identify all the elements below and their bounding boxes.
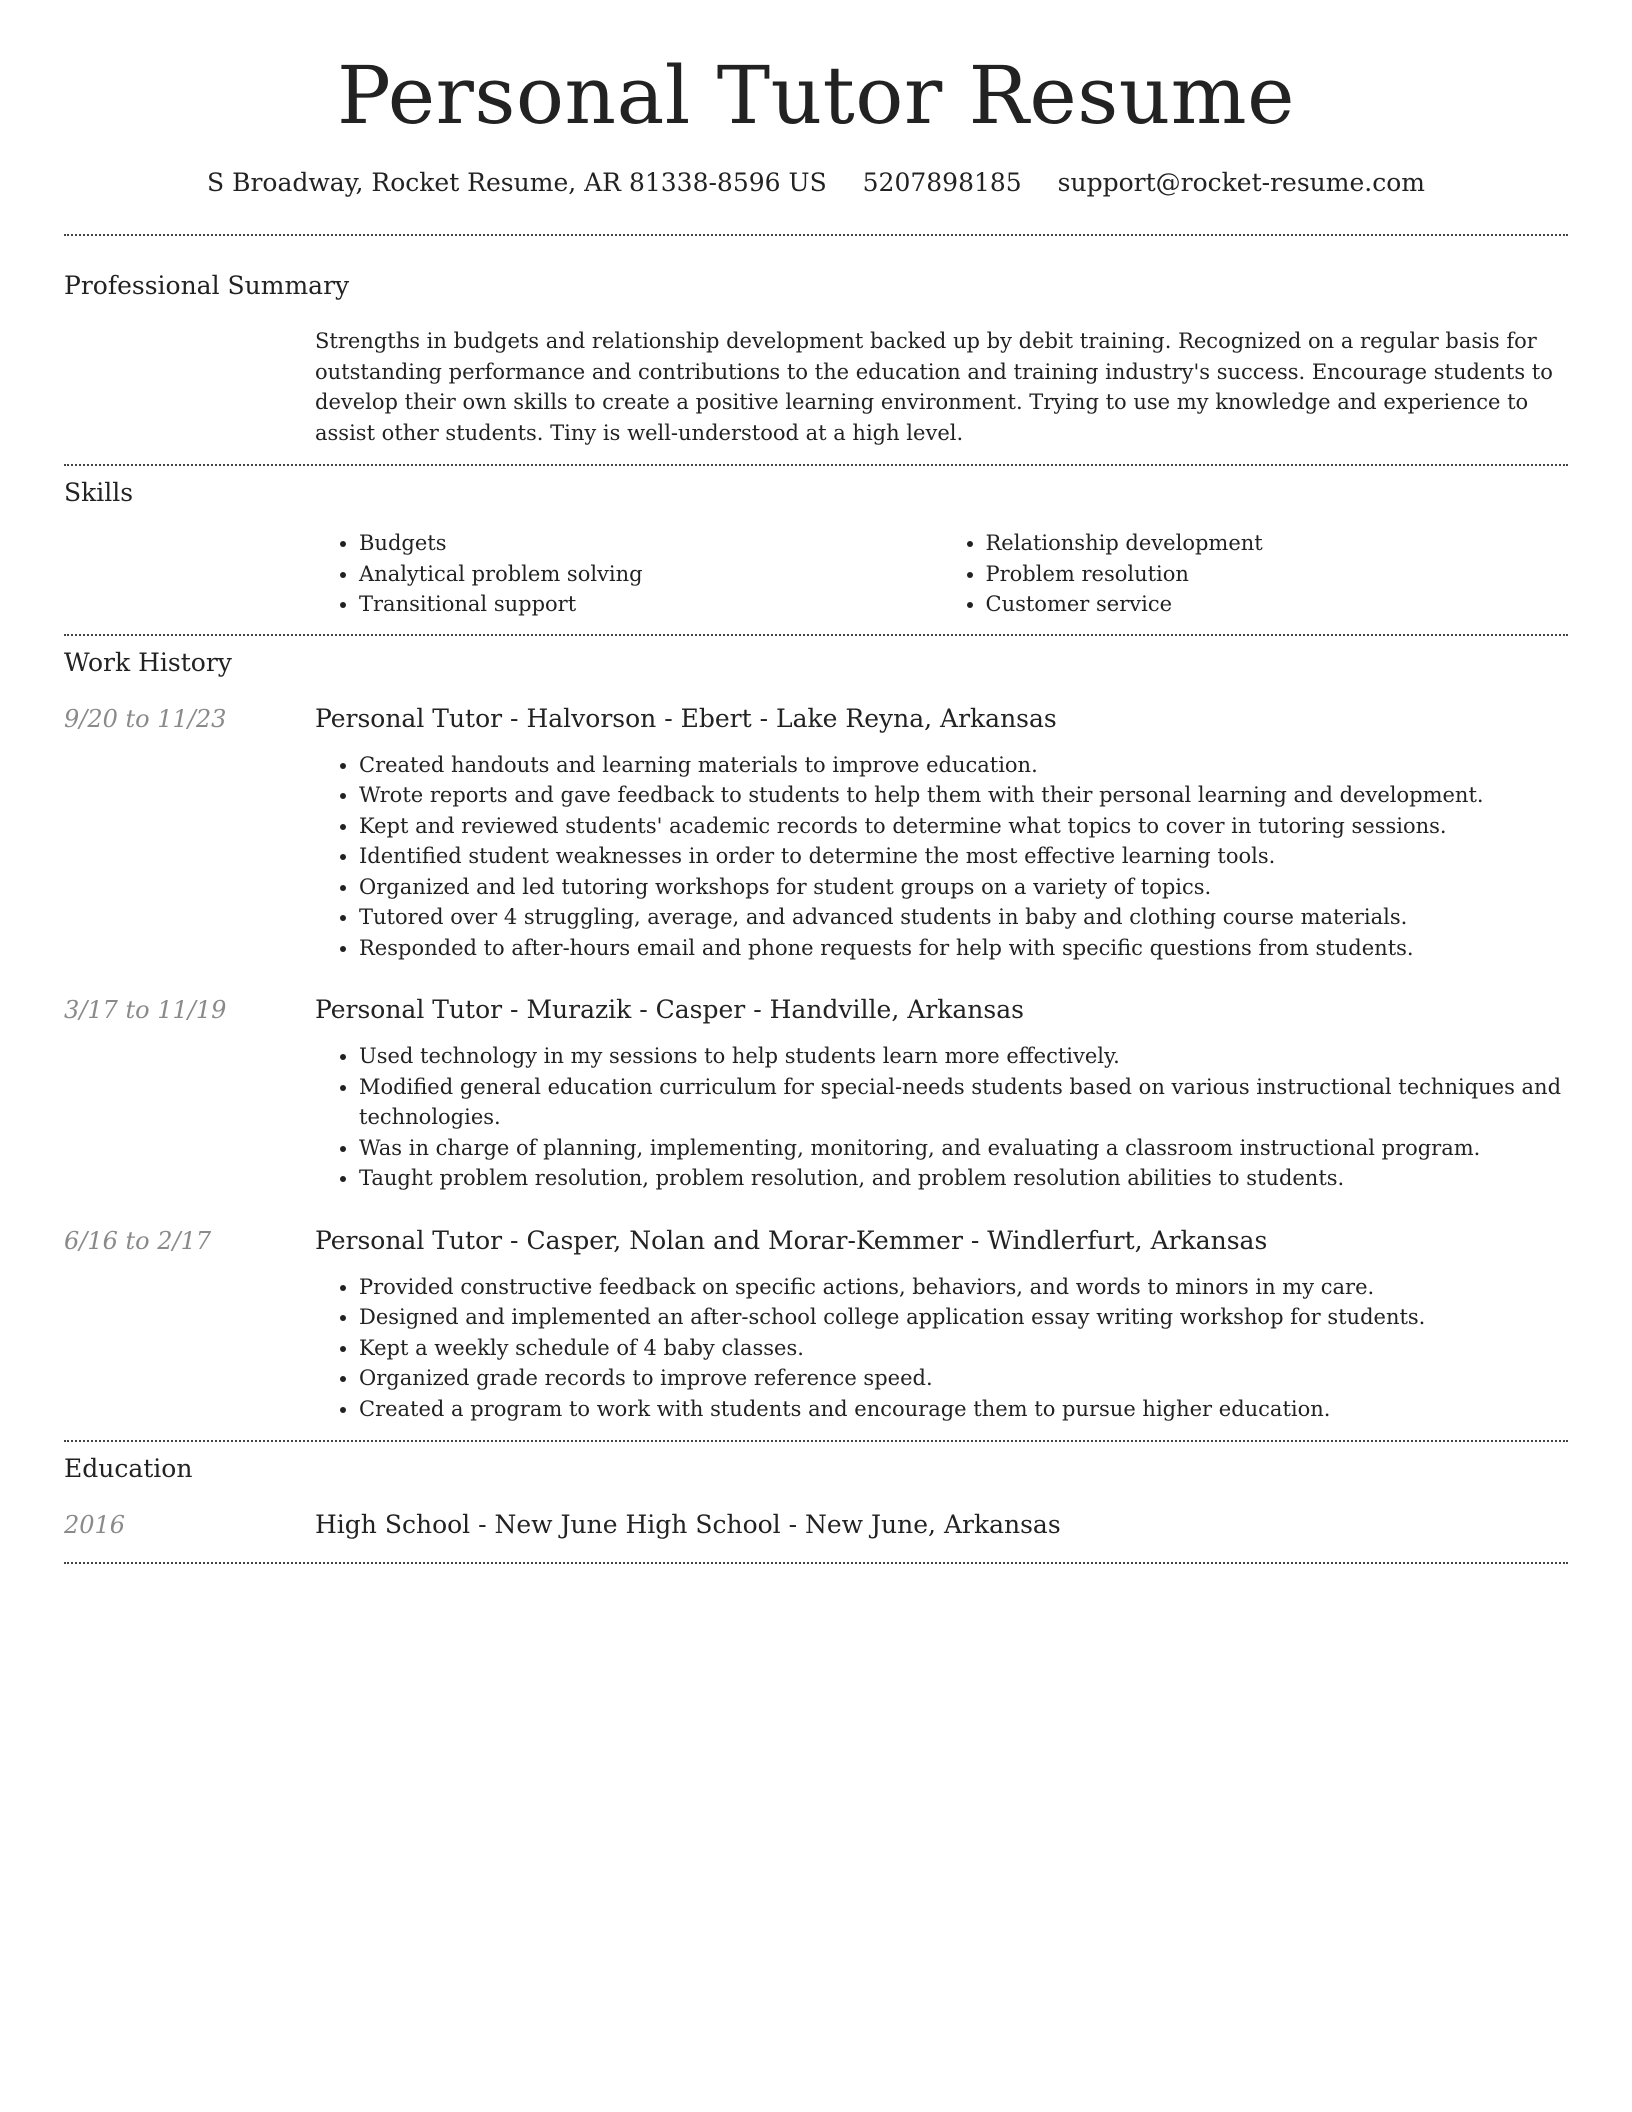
section-divider	[64, 1440, 1568, 1442]
list-item: • Taught problem resolution, problem resolution, and problem resolution abilities to students.	[359, 1163, 1568, 1194]
resume-page	[64, 0, 1568, 1564]
job-bullet-list	[315, 1041, 1568, 1194]
list-item: • Was in charge of planning, implementing, monitoring, and evaluating a classroom instructional program.	[359, 1133, 1568, 1164]
list-item: • Analytical problem solving	[359, 559, 942, 590]
list-item: • Kept and reviewed students' academic records to determine what topics to cover in tutoring sessions.	[359, 811, 1568, 842]
work-heading: Work History	[64, 647, 232, 677]
job-duties	[315, 750, 1568, 964]
job-duties	[315, 1041, 1568, 1194]
job-title: Personal Tutor - Murazik - Casper - Handville, Arkansas	[315, 995, 1024, 1024]
job-entry	[64, 993, 1568, 1194]
contact-email: support@rocket-resume.com	[1057, 168, 1425, 197]
list-item: • Created handouts and learning materials to improve education.	[359, 750, 1568, 781]
list-item: • Used technology in my sessions to help students learn more effectively.	[359, 1041, 1568, 1072]
list-item: • Wrote reports and gave feedback to students to help them with their personal learning and development.	[359, 780, 1568, 811]
list-item: • Organized and led tutoring workshops for student groups on a variety of topics.	[359, 872, 1568, 903]
list-item: • Relationship development	[986, 528, 1569, 559]
section-divider	[64, 234, 1568, 236]
job-duties	[315, 1272, 1568, 1425]
job-date: 6/16 to 2/17	[64, 1226, 212, 1255]
education-heading: Education	[64, 1454, 193, 1483]
education-date: 2016	[64, 1511, 126, 1539]
section-divider	[64, 634, 1568, 636]
education-title: High School - New June High School - New June, Arkansas	[315, 1510, 1061, 1539]
work-section	[64, 648, 1568, 1425]
job-title: Personal Tutor - Halvorson - Ebert - Lake Reyna, Arkansas	[315, 703, 1057, 733]
section-divider	[64, 1562, 1568, 1564]
education-section	[64, 1454, 1568, 1542]
skills-section	[64, 478, 1568, 620]
list-item: • Responded to after-hours email and phone requests for help with specific questions from students.	[359, 933, 1568, 964]
list-item: • Provided constructive feedback on specific actions, behaviors, and words to minors in my care.	[359, 1272, 1568, 1303]
summary-heading: Professional Summary	[64, 271, 350, 300]
list-item: • Designed and implemented an after-school college application essay writing workshop for students.	[359, 1302, 1568, 1333]
skills-list-right	[942, 528, 1569, 620]
job-bullet-list	[315, 750, 1568, 964]
job-date: 9/20 to 11/23	[64, 704, 227, 733]
list-item: • Budgets	[359, 528, 942, 559]
contact-address: S Broadway, Rocket Resume, AR 81338-8596 US	[207, 168, 827, 197]
job-title: Personal Tutor - Casper, Nolan and Morar-Kemmer - Windlerfurt, Arkansas	[315, 1225, 1268, 1255]
list-item: • Problem resolution	[986, 559, 1569, 590]
contact-line	[64, 166, 1568, 200]
contact-phone: 5207898185	[862, 168, 1022, 197]
skills-heading: Skills	[64, 478, 134, 507]
summary-section	[64, 271, 1568, 448]
list-item: • Modified general education curriculum for special-needs students based on various instructional techniques and technologies.	[359, 1072, 1568, 1133]
education-entry	[64, 1508, 1568, 1542]
section-divider	[64, 464, 1568, 466]
list-item: • Tutored over 4 struggling, average, and advanced students in baby and clothing course materials.	[359, 902, 1568, 933]
skills-grid	[315, 528, 1568, 620]
list-item: • Customer service	[986, 589, 1569, 620]
list-item: • Transitional support	[359, 589, 942, 620]
summary-text: Strengths in budgets and relationship development backed up by debit training. Recognized on a regular basis for outstanding performance and contributions to the education and training industry's success. Encourage students to develop their own skills to create a positive learning environment. Trying to use my knowledge and experience to assist other students. Tiny is well-understood at a high level.	[315, 329, 1553, 445]
job-entry	[64, 702, 1568, 964]
list-item: • Created a program to work with students and encourage them to pursue higher education.	[359, 1394, 1568, 1425]
list-item: • Identified student weaknesses in order to determine the most effective learning tools.	[359, 841, 1568, 872]
job-entry	[64, 1224, 1568, 1425]
list-item: • Organized grade records to improve reference speed.	[359, 1363, 1568, 1394]
job-date: 3/17 to 11/19	[64, 996, 227, 1024]
resume-title: Personal Tutor Resume	[337, 49, 1295, 142]
list-item: • Kept a weekly schedule of 4 baby classes.	[359, 1333, 1568, 1364]
job-bullet-list	[315, 1272, 1568, 1425]
skills-list-left	[315, 528, 942, 620]
